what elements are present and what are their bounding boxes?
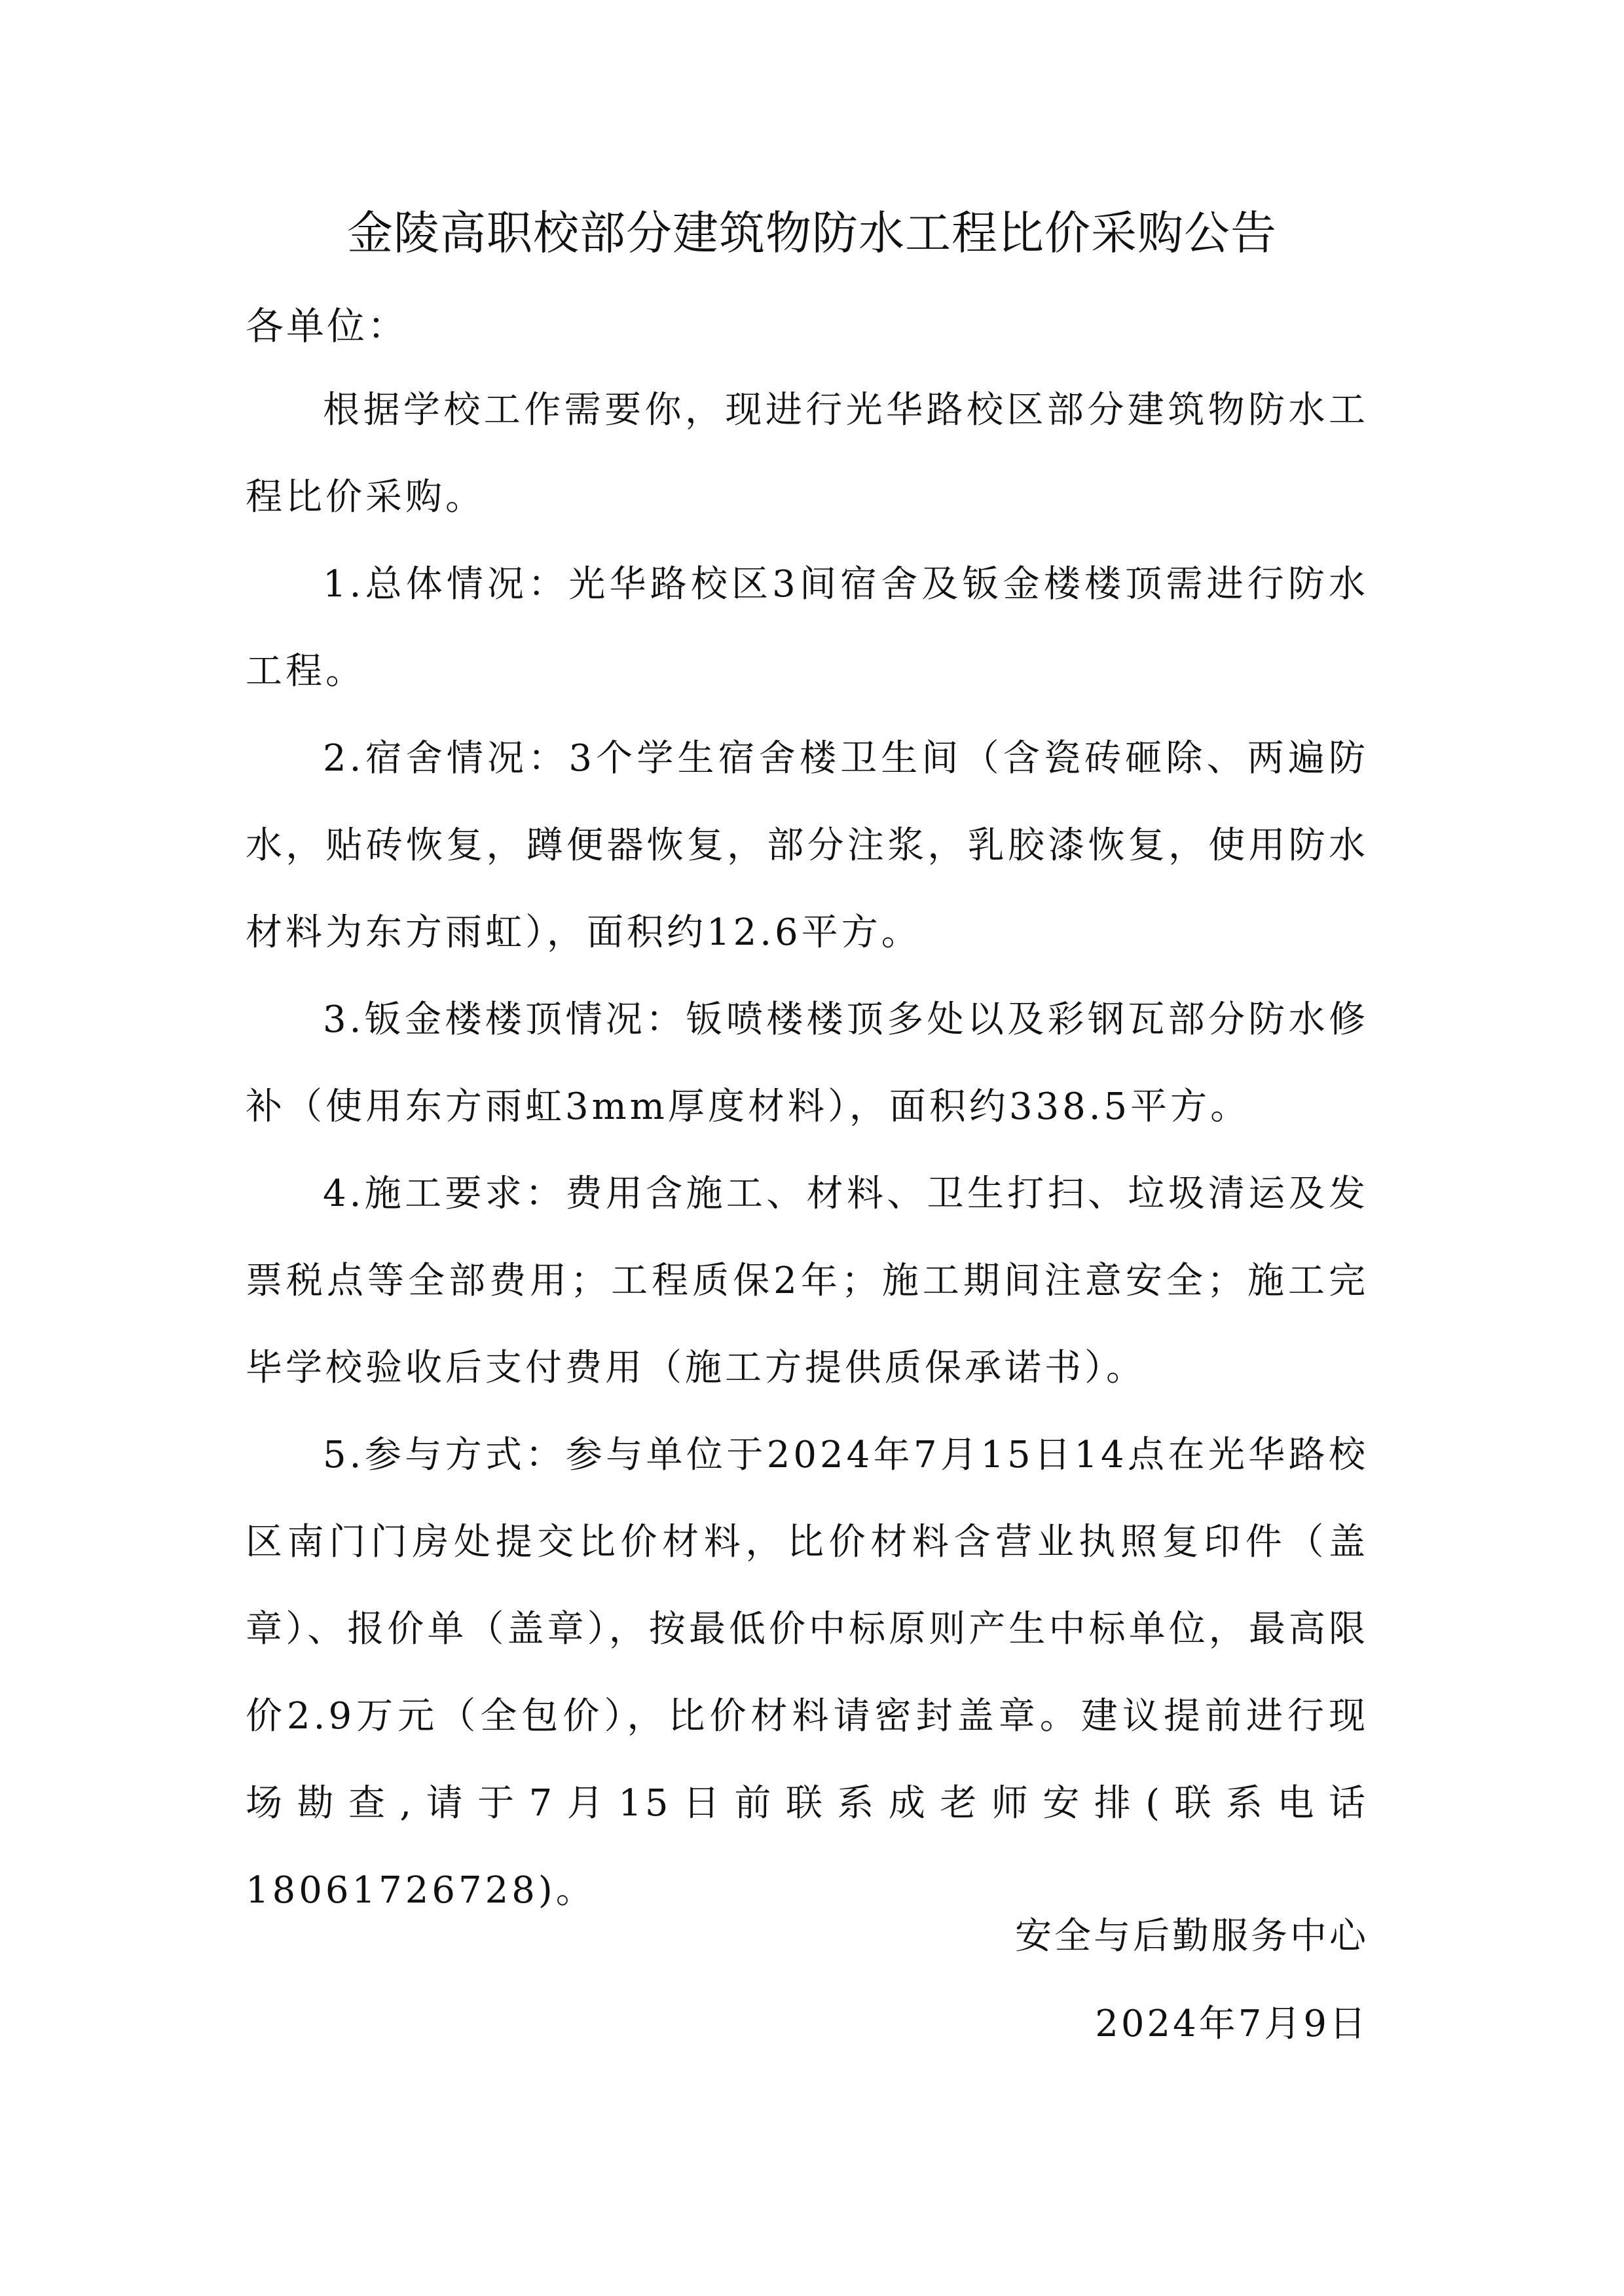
rooftop-paragraph: 3.钣金楼楼顶情况：钣喷楼楼顶多处以及彩钢瓦部分防水修补（使用东方雨虹3mm厚度材料），面积约338.5平方。 [246,998,1369,1128]
overview-paragraph: 1.总体情况：光华路校区3间宿舍及钣金楼楼顶需进行防水工程。 [246,563,1369,693]
signature-organization: 安全与后勤服务中心 [1015,1915,1369,1958]
intro-paragraph: 根据学校工作需要你，现进行光华路校区部分建筑物防水工程比价采购。 [246,389,1369,519]
construction-requirements-paragraph: 4.施工要求：费用含施工、材料、卫生打扫、垃圾清运及发票税点等全部费用；工程质保2年；施工期间注意安全；施工完毕学校验收后支付费用（施工方提供质保承诺书）。 [246,1173,1369,1389]
signature-date: 2024年7月9日 [1095,2003,1369,2045]
document-title: 金陵高职校部分建筑物防水工程比价采购公告 [347,206,1277,260]
salutation: 各单位： [246,304,409,348]
participation-paragraph: 5.参与方式：参与单位于2024年7月15日14点在光华路校区南门门房处提交比价材料，比价材料含营业执照复印件（盖章）、报价单（盖章），按最低价中标原则产生中标单位，最高限价2.9万元（全包价），比价材料请密封盖章。建议提前进行现场勘查,请于7月15日前联系成老师安排(联系电话18061726728)。 [246,1434,1369,1912]
dormitory-paragraph: 2.宿舍情况：3个学生宿舍楼卫生间（含瓷砖砸除、两遍防水，贴砖恢复，蹲便器恢复，部分注浆，乳胶漆恢复，使用防水材料为东方雨虹），面积约12.6平方。 [246,737,1369,954]
